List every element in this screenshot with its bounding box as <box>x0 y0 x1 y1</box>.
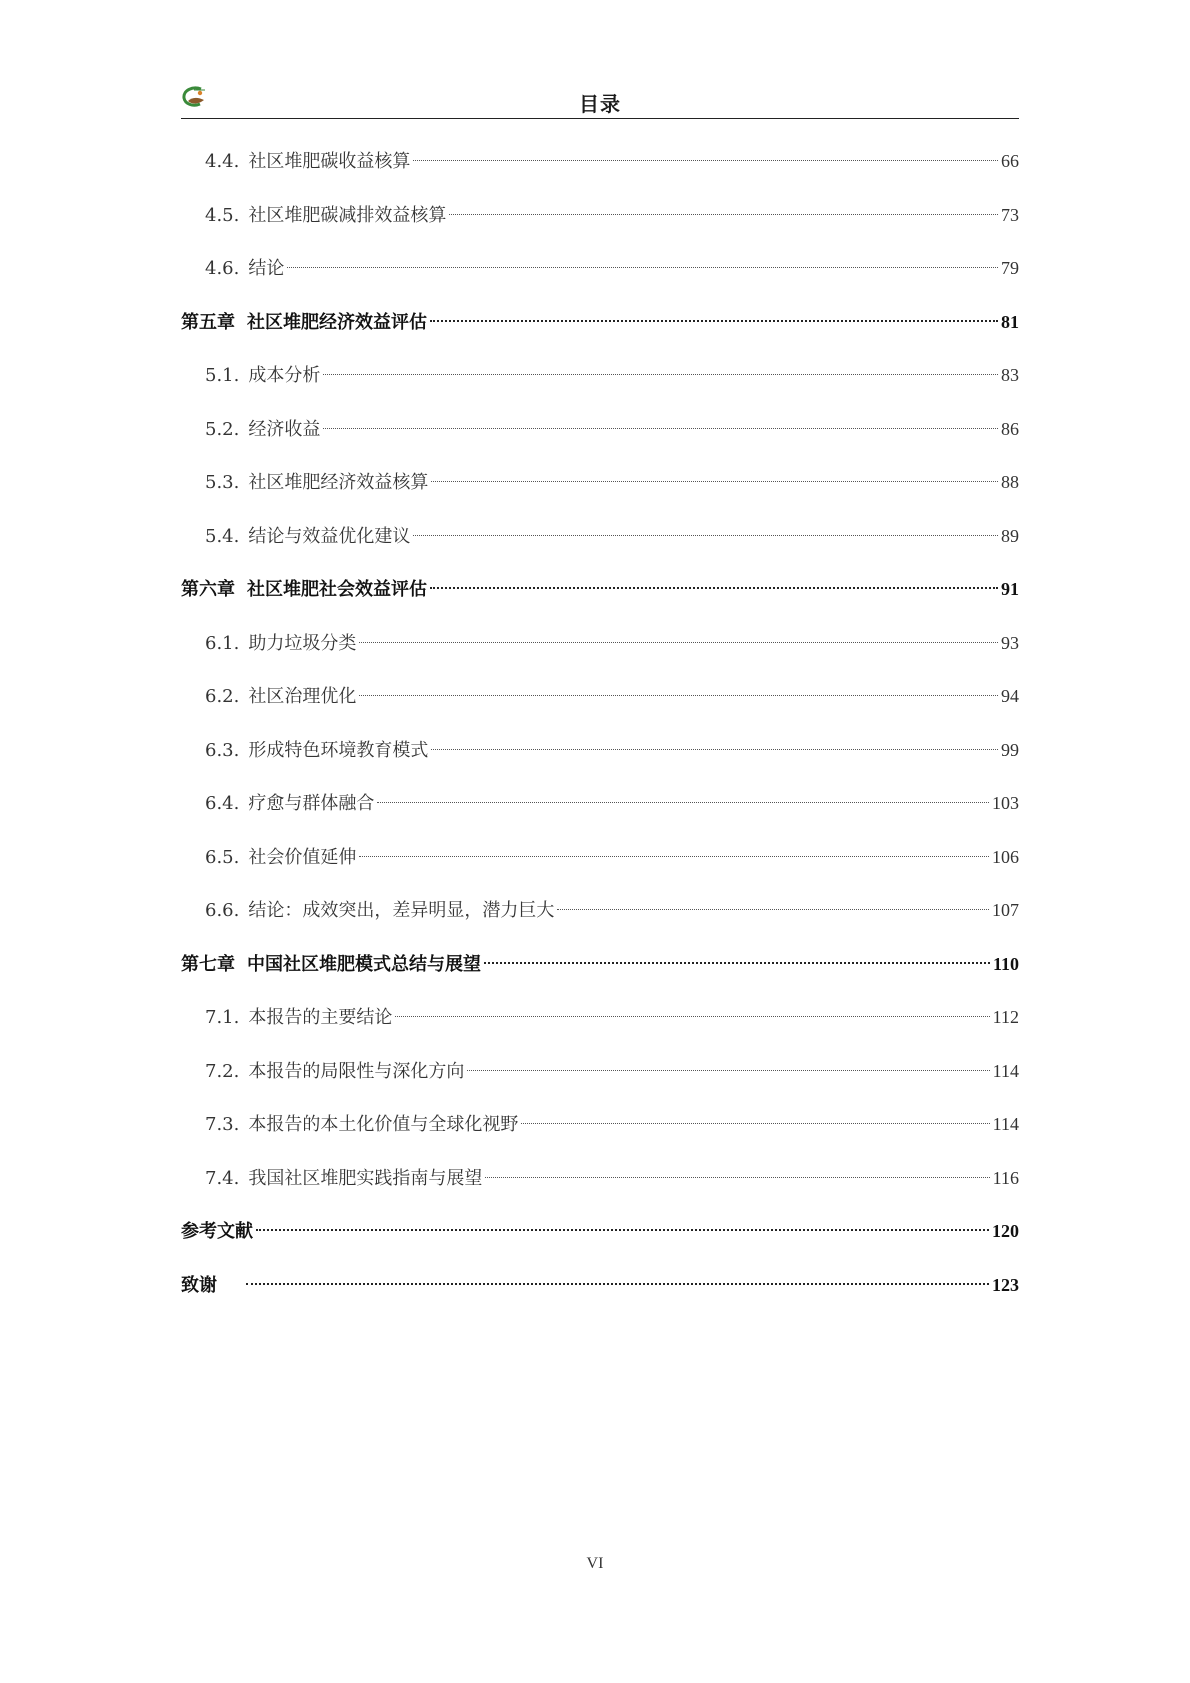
toc-dot-leader <box>485 1177 989 1178</box>
toc-dot-leader <box>323 428 998 429</box>
toc-entry-title: 社区堆肥经济效益评估 <box>247 311 427 333</box>
toc-entry-title: 结论 <box>248 258 285 279</box>
toc-page-number: 107 <box>992 900 1019 920</box>
toc-page-number: 110 <box>992 953 1019 974</box>
toc-entry-number: 7.4. <box>205 1167 240 1189</box>
toc-entry-title: 本报告的局限性与深化方向 <box>248 1060 465 1082</box>
toc-dot-leader <box>287 267 998 268</box>
toc-dot-leader <box>323 374 998 375</box>
toc-dot-leader <box>557 909 989 910</box>
toc-entry-title: 成本分析 <box>248 365 321 386</box>
toc-dot-leader <box>377 802 989 803</box>
toc-section-entry[interactable] <box>181 358 1019 412</box>
toc-dot-leader <box>521 1123 989 1124</box>
toc-dot-leader <box>359 642 998 643</box>
toc-page-number: 66 <box>1001 151 1019 171</box>
toc-dot-leader <box>430 587 998 589</box>
toc-section-entry[interactable] <box>181 144 1019 198</box>
toc-section-entry[interactable] <box>181 198 1019 252</box>
toc-page-number: 81 <box>1001 311 1019 332</box>
toc-entry-number: 4.6. <box>205 258 240 279</box>
toc-page-number: 73 <box>1001 204 1019 225</box>
toc-entry-title: 疗愈与群体融合 <box>248 793 375 814</box>
toc-page-number: 89 <box>1001 525 1019 546</box>
toc-entry-number: 6.1. <box>205 632 240 654</box>
toc-section-entry[interactable] <box>181 465 1019 519</box>
table-of-contents <box>181 144 1019 1321</box>
toc-section-entry[interactable] <box>181 1161 1019 1215</box>
toc-entry-title: 社区治理优化 <box>248 686 357 707</box>
toc-dot-leader <box>359 856 989 857</box>
toc-dot-leader <box>484 962 990 964</box>
page-number: VI <box>586 1555 604 1572</box>
toc-page-number: 116 <box>992 1167 1019 1188</box>
toc-entry-title: 本报告的主要结论 <box>248 1007 393 1028</box>
toc-entry-title: 经济收益 <box>248 418 321 440</box>
toc-page-number: 103 <box>992 793 1019 813</box>
toc-entry-title: 中国社区堆肥模式总结与展望 <box>247 953 481 975</box>
toc-page-number: 112 <box>992 1007 1019 1027</box>
toc-entry-number: 4.5. <box>205 204 240 226</box>
toc-section-entry[interactable] <box>181 1054 1019 1108</box>
toc-dot-leader <box>413 160 998 161</box>
toc-section-entry[interactable] <box>181 412 1019 466</box>
toc-section-entry[interactable] <box>181 1000 1019 1054</box>
toc-dot-leader <box>246 1283 989 1285</box>
toc-dot-leader <box>449 214 998 215</box>
toc-chapter-entry[interactable] <box>181 947 1019 1001</box>
toc-page-number: 123 <box>992 1274 1019 1295</box>
page-title: 目录 <box>579 92 621 116</box>
toc-entry-title: 社区堆肥经济效益核算 <box>248 472 429 493</box>
toc-entry-title: 社区堆肥社会效益评估 <box>247 579 427 600</box>
toc-entry-number: 5.3. <box>205 472 240 493</box>
toc-entry-title: 社区堆肥碳收益核算 <box>248 151 411 172</box>
toc-entry-title: 形成特色环境教育模式 <box>248 739 429 761</box>
toc-entry-number: 7.2. <box>205 1060 240 1082</box>
toc-entry-number: 6.3. <box>205 739 240 761</box>
toc-page-number: 106 <box>992 846 1019 867</box>
toc-chapter-entry[interactable] <box>181 1214 1019 1268</box>
toc-chapter-entry[interactable] <box>181 1268 1019 1322</box>
toc-entry-number: 第五章 <box>181 311 235 333</box>
toc-entry-number: 7.3. <box>205 1114 240 1135</box>
toc-entry-number: 6.6. <box>205 900 240 921</box>
toc-chapter-entry[interactable] <box>181 305 1019 359</box>
page-header <box>181 80 1019 119</box>
toc-section-entry[interactable] <box>181 679 1019 733</box>
toc-section-entry[interactable] <box>181 626 1019 680</box>
toc-entry-number: 5.4. <box>205 525 240 547</box>
toc-page-number: 114 <box>992 1114 1019 1134</box>
toc-entry-number: 6.2. <box>205 686 240 707</box>
toc-page-number: 91 <box>1001 579 1019 599</box>
toc-page-number: 114 <box>992 1060 1019 1081</box>
toc-section-entry[interactable] <box>181 519 1019 573</box>
toc-entry-title: 社区堆肥碳减排效益核算 <box>248 204 447 226</box>
toc-page-number: 99 <box>1001 739 1019 760</box>
toc-entry-title: 社会价值延伸 <box>248 846 357 868</box>
toc-section-entry[interactable] <box>181 1107 1019 1161</box>
toc-dot-leader <box>467 1070 989 1071</box>
toc-page-number: 93 <box>1001 632 1019 653</box>
toc-page-number: 120 <box>992 1221 1019 1241</box>
toc-dot-leader <box>431 749 998 750</box>
toc-entry-number: 4.4. <box>205 151 240 172</box>
toc-dot-leader <box>256 1229 989 1231</box>
toc-page-number: 88 <box>1001 472 1019 492</box>
toc-entry-number: 5.2. <box>205 418 240 440</box>
toc-entry-number: 6.5. <box>205 846 240 868</box>
toc-dot-leader <box>413 535 998 536</box>
toc-dot-leader <box>359 695 998 696</box>
toc-entry-title: 参考文献 <box>181 1221 253 1242</box>
toc-section-entry[interactable] <box>181 733 1019 787</box>
toc-page-number: 94 <box>1001 686 1019 706</box>
toc-dot-leader <box>395 1016 989 1017</box>
toc-entry-title: 本报告的本土化价值与全球化视野 <box>248 1114 519 1135</box>
toc-entry-title: 助力垃圾分类 <box>248 632 357 654</box>
toc-entry-title: 我国社区堆肥实践指南与展望 <box>248 1167 483 1189</box>
toc-section-entry[interactable] <box>181 786 1019 840</box>
toc-page-number: 79 <box>1001 258 1019 278</box>
toc-entry-number: 第六章 <box>181 579 235 600</box>
toc-entry-title: 致谢 <box>181 1274 217 1296</box>
toc-entry-title: 结论与效益优化建议 <box>248 525 411 547</box>
toc-section-entry[interactable] <box>181 893 1019 947</box>
toc-entry-title: 结论：成效突出，差异明显，潜力巨大 <box>248 900 555 921</box>
toc-entry-number: 7.1. <box>205 1007 240 1028</box>
toc-entry-number: 6.4. <box>205 793 240 814</box>
toc-section-entry[interactable] <box>181 840 1019 894</box>
toc-entry-number: 第七章 <box>181 953 235 975</box>
toc-entry-number: 5.1. <box>205 365 240 386</box>
toc-dot-leader <box>431 481 998 482</box>
toc-page-number: 83 <box>1001 365 1019 385</box>
toc-page-number: 86 <box>1001 418 1019 439</box>
toc-chapter-entry[interactable] <box>181 572 1019 626</box>
toc-dot-leader <box>430 320 998 322</box>
toc-section-entry[interactable] <box>181 251 1019 305</box>
